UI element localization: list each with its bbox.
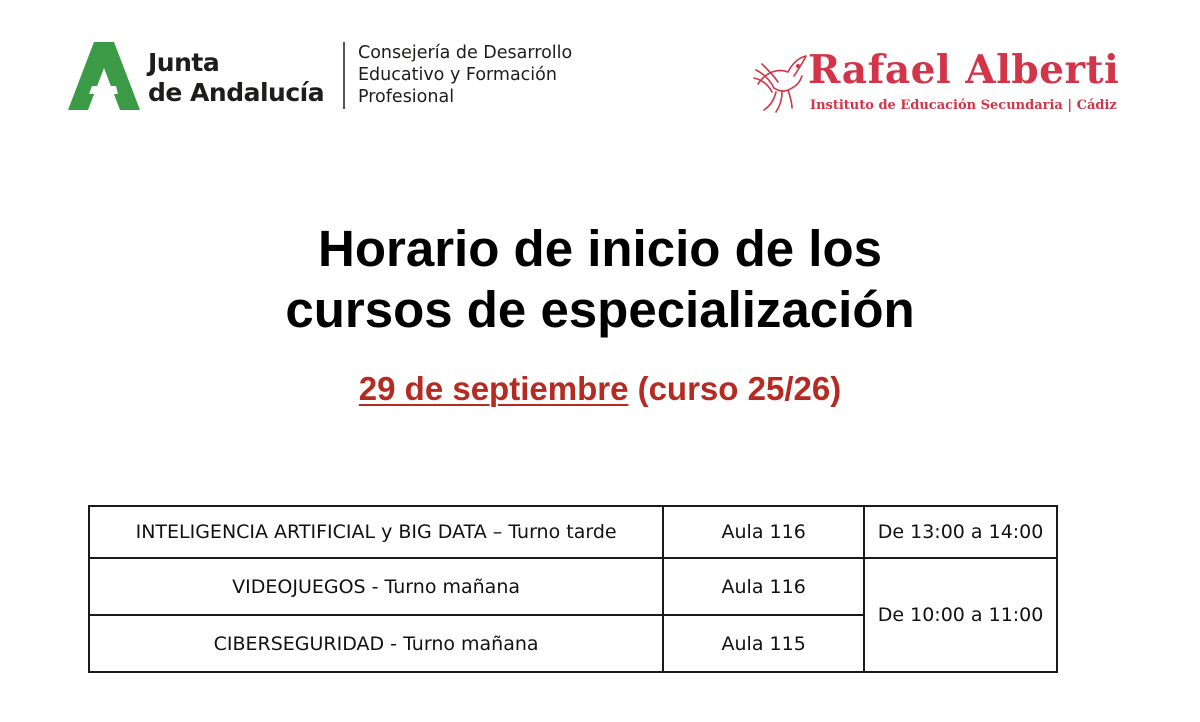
dove-emblem-icon	[752, 52, 808, 114]
course-cell: INTELIGENCIA ARTIFICIAL y BIG DATA – Turno tarde	[89, 506, 663, 558]
date-subtitle	[0, 367, 1200, 411]
department-line3: Profesional	[358, 87, 455, 107]
table-row	[89, 506, 1057, 558]
junta-andalucia-a-logo-icon	[68, 42, 140, 110]
course-cell: VIDEOJUEGOS - Turno mañana	[89, 558, 663, 615]
course-year: (curso 25/26)	[637, 370, 842, 407]
room-cell: Aula 116	[663, 558, 864, 615]
table-row	[89, 558, 1057, 615]
school-name: Rafael Alberti	[808, 47, 1120, 93]
page-title-line2: cursos de especialización	[285, 281, 915, 338]
department-line2: Educativo y Formación	[358, 65, 557, 85]
department-line1: Consejería de Desarrollo	[358, 43, 573, 63]
header-divider	[343, 42, 345, 109]
course-cell: CIBERSEGURIDAD - Turno mañana	[89, 615, 663, 672]
department-name	[358, 42, 572, 108]
page-title-line1: Horario de inicio de los	[318, 220, 882, 277]
school-subtitle: Instituto de Educación Secundaria | Cádiz	[810, 98, 1117, 113]
junta-name-line2: de Andalucía	[148, 78, 325, 107]
schedule-table	[88, 505, 1058, 673]
junta-andalucia-wordmark	[148, 48, 324, 108]
time-cell: De 10:00 a 11:00	[864, 558, 1057, 672]
room-cell: Aula 116	[663, 506, 864, 558]
start-date: 29 de septiembre	[358, 370, 629, 407]
page-title	[0, 218, 1200, 340]
time-cell: De 13:00 a 14:00	[864, 506, 1057, 558]
room-cell: Aula 115	[663, 615, 864, 672]
junta-name-line1: Junta	[148, 48, 220, 77]
